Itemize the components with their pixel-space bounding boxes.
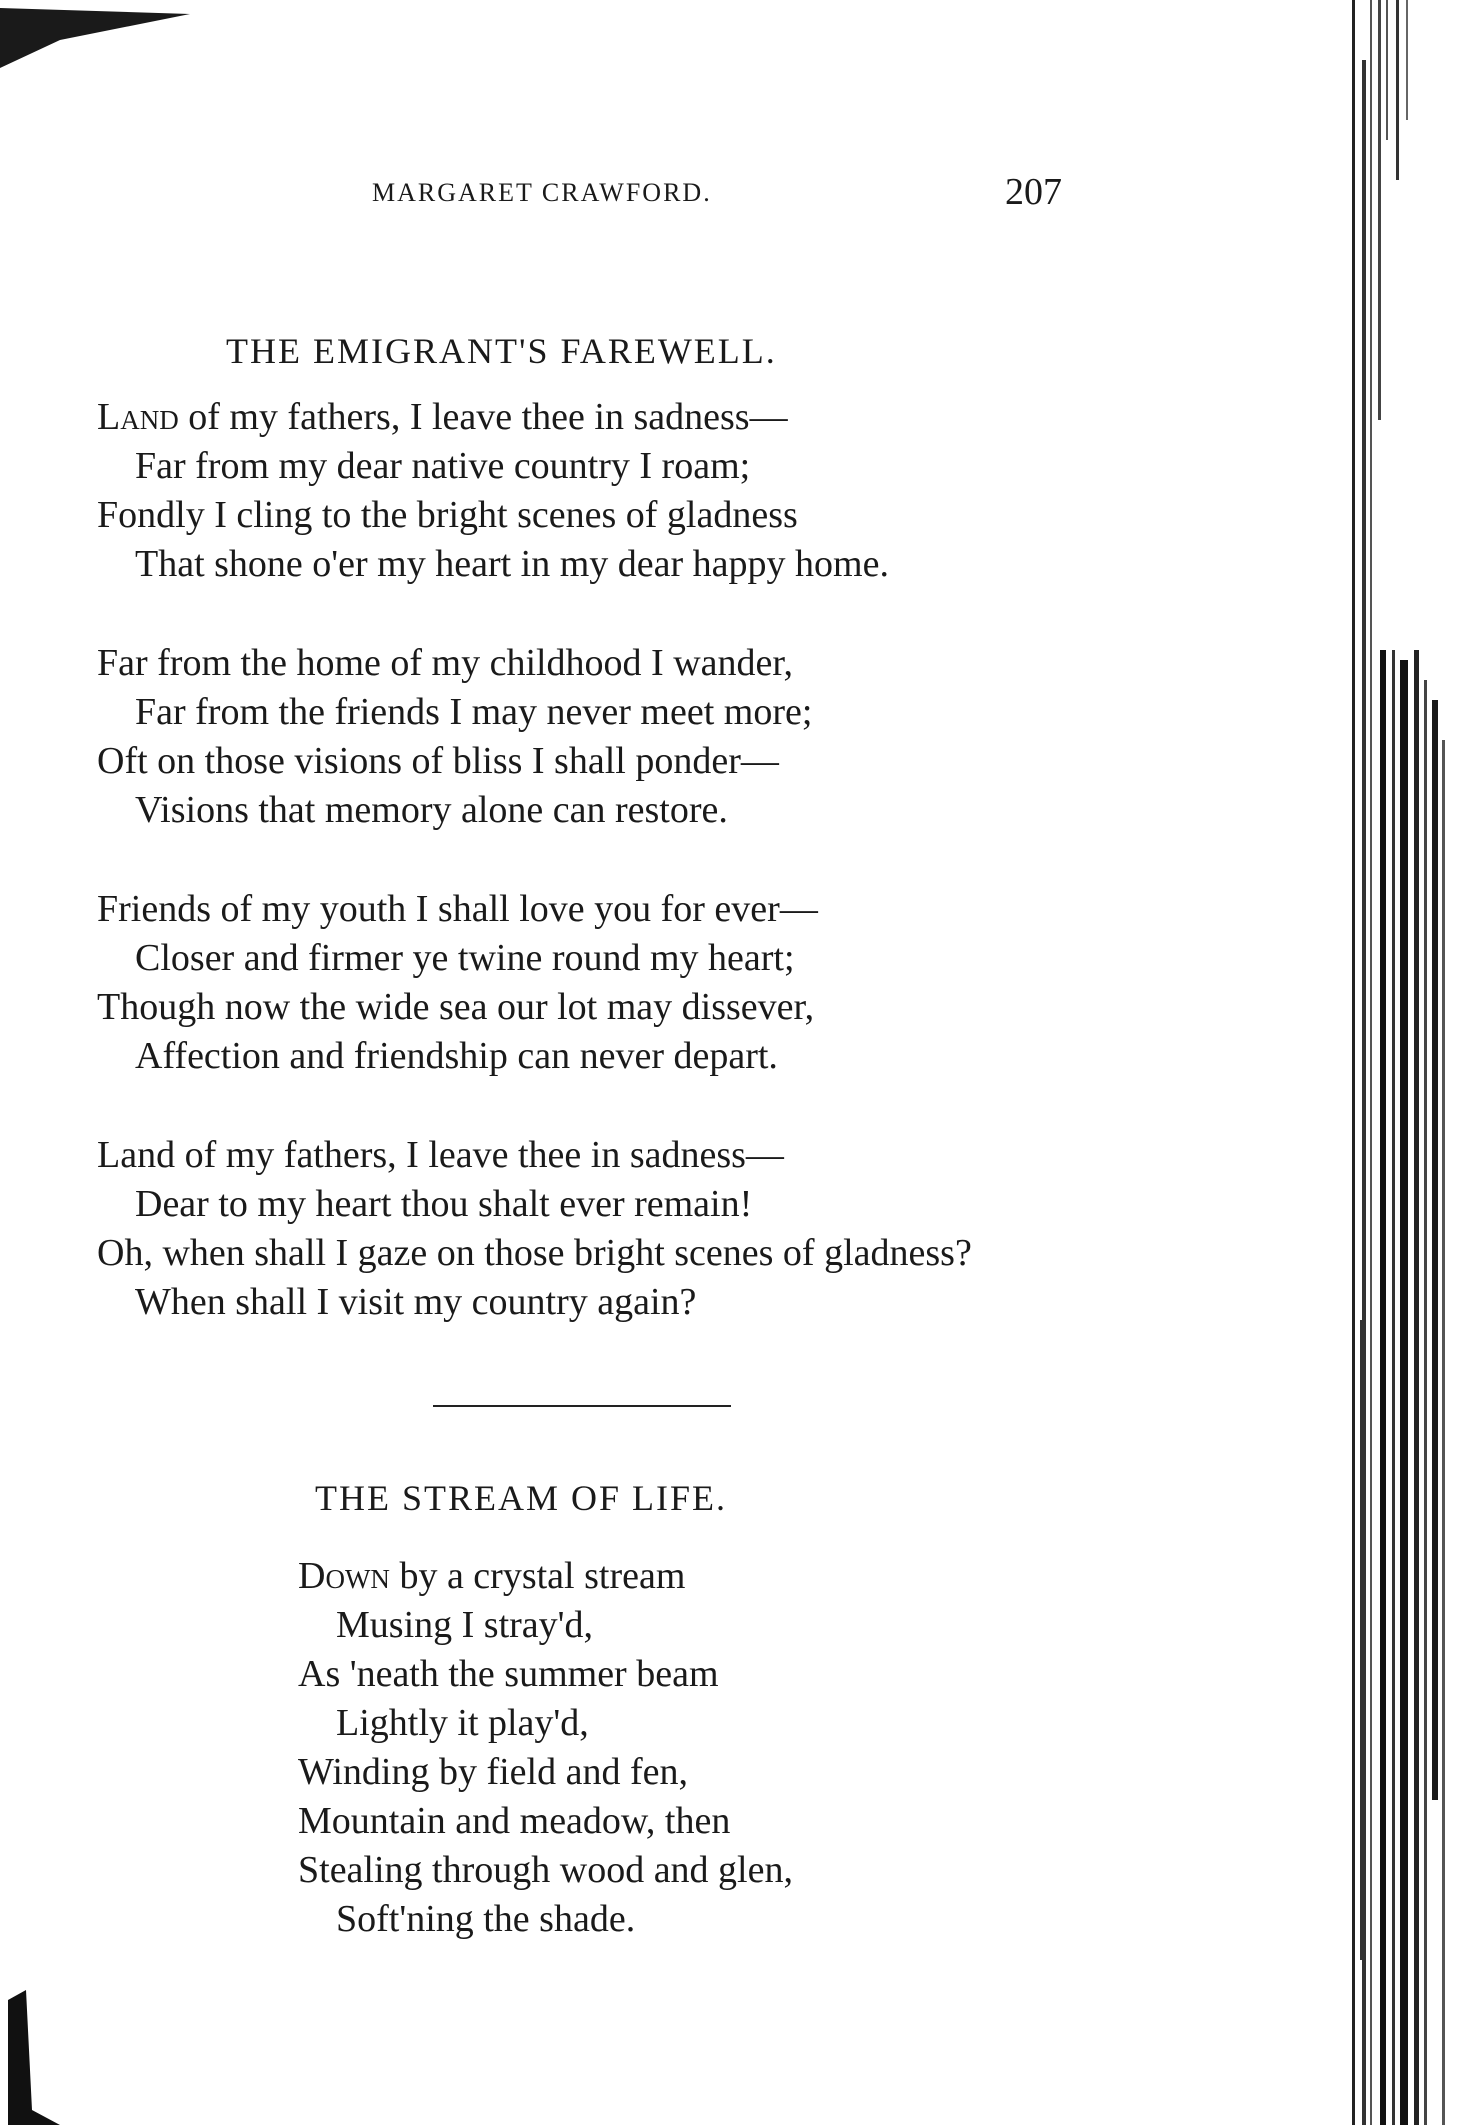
running-header [0, 171, 1460, 228]
verse-line: Affection and friendship can never depart. [135, 1035, 778, 1077]
initial-word: Down [298, 1555, 390, 1597]
verse-line: Oh, when shall I gaze on those bright scenes of gladness? [97, 1232, 972, 1274]
initial-word: Land [97, 396, 179, 438]
verse-line-text: by a crystal stream [389, 1555, 686, 1597]
verse-line: Far from the friends I may never meet more; [135, 691, 813, 733]
poem-title: THE STREAM OF LIFE. [315, 1478, 728, 1518]
running-title: MARGARET CRAWFORD. [372, 178, 712, 207]
verse-line: That shone o'er my heart in my dear happy home. [135, 543, 889, 585]
verse-line: Lightly it play'd, [336, 1702, 589, 1744]
stanza [97, 393, 972, 589]
verse-line: Soft'ning the shade. [336, 1898, 636, 1940]
verse-line: Friends of my youth I shall love you for ever— [97, 888, 818, 930]
verse-line: Far from my dear native country I roam; [135, 445, 751, 487]
verse-line: Closer and firmer ye twine round my heart; [135, 937, 795, 979]
scan-edge-artifact [0, 1990, 70, 2125]
book-binding-edge [1340, 0, 1460, 2125]
verse-line: Fondly I cling to the bright scenes of gladness [97, 494, 798, 536]
page-number: 207 [1005, 171, 1062, 213]
stanza [97, 639, 972, 835]
poem-title: THE EMIGRANT'S FAREWELL. [226, 331, 777, 371]
verse-line: When shall I visit my country again? [135, 1281, 697, 1323]
verse-line: Land of my fathers, I leave thee in sadness— [97, 1134, 784, 1176]
verse-line: Dear to my heart thou shalt ever remain! [135, 1183, 753, 1225]
verse-line-text: of my fathers, I leave thee in sadness— [178, 396, 788, 438]
stanza [97, 885, 972, 1081]
section-divider [433, 1405, 731, 1407]
verse-line [97, 393, 972, 442]
verse-line: Oft on those visions of bliss I shall ponder— [97, 740, 779, 782]
verse-line: Stealing through wood and glen, [298, 1849, 793, 1891]
verse-line: Musing I stray'd, [336, 1604, 594, 1646]
stanza [97, 1131, 972, 1327]
poem-body [298, 1552, 793, 1944]
scan-corner-artifact [0, 0, 190, 70]
verse-line: As 'neath the summer beam [298, 1653, 719, 1695]
poem-body [97, 393, 972, 1377]
verse-line: Mountain and meadow, then [298, 1800, 731, 1842]
verse-line: Far from the home of my childhood I wander, [97, 642, 794, 684]
verse-line: Visions that memory alone can restore. [135, 789, 728, 831]
verse-line: Winding by field and fen, [298, 1751, 688, 1793]
verse-line [298, 1552, 793, 1601]
verse-line: Though now the wide sea our lot may dissever, [97, 986, 815, 1028]
